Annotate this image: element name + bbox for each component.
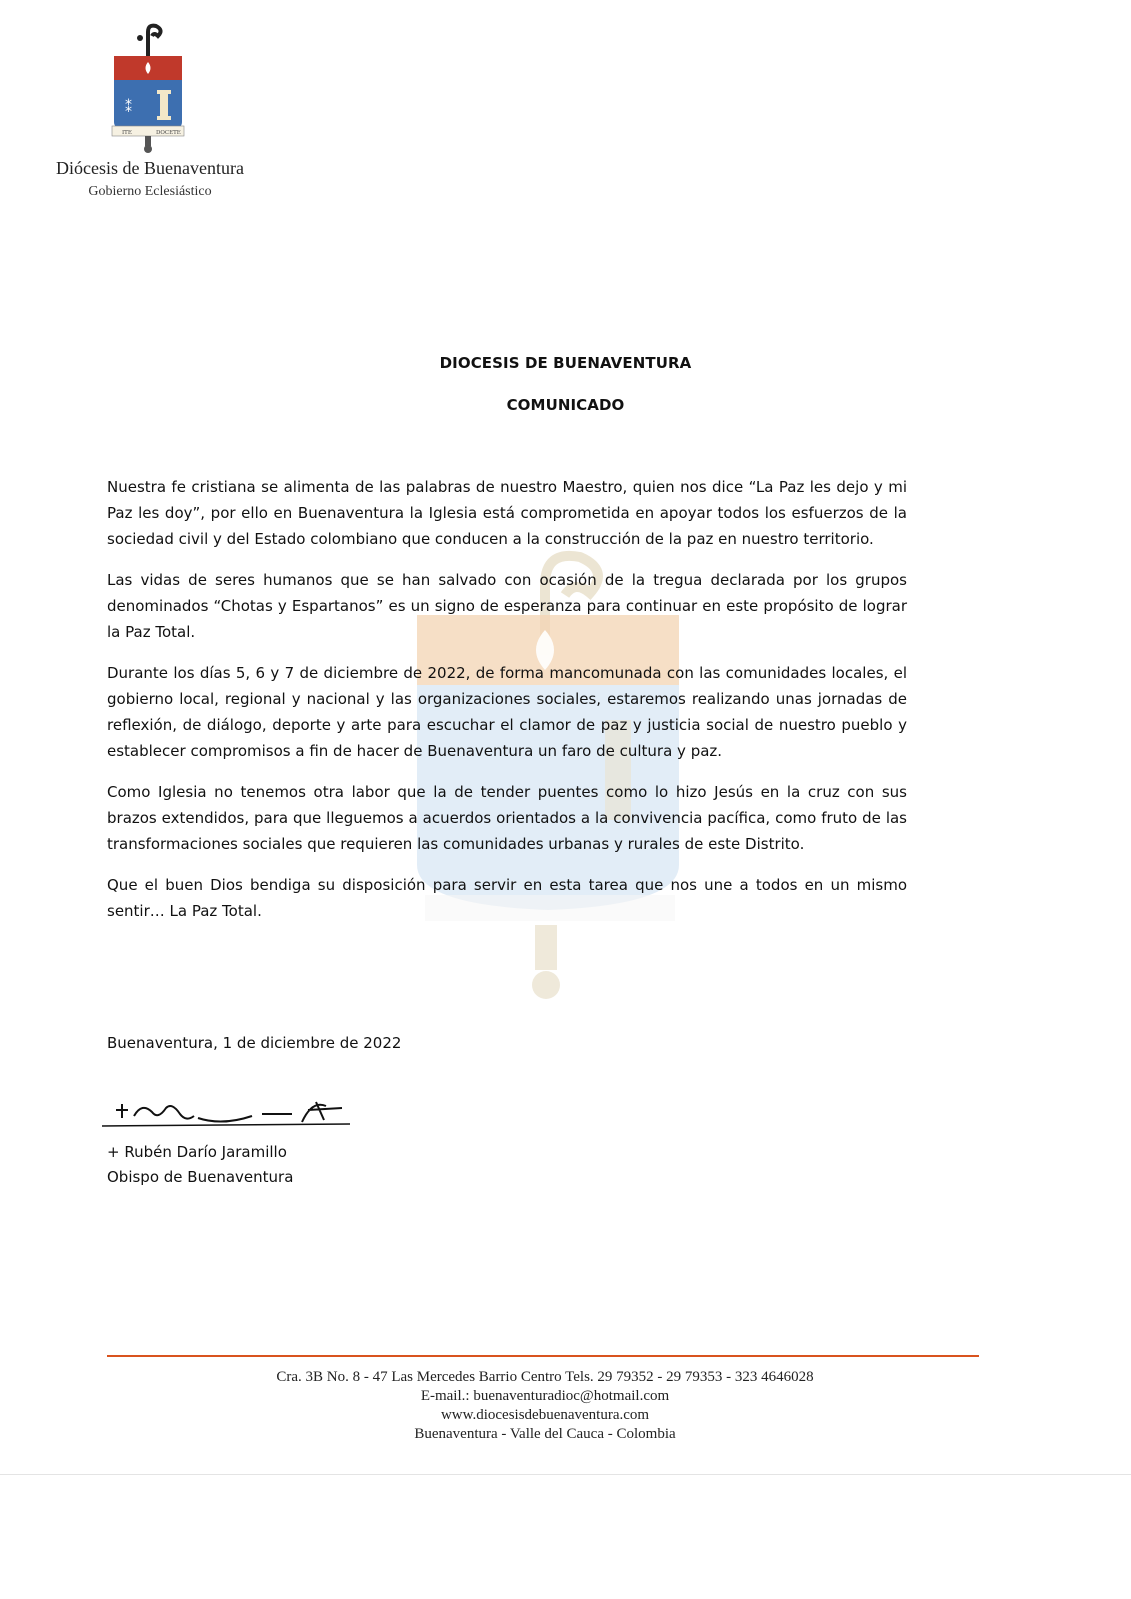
- org-name: Diócesis de Buenaventura: [56, 158, 244, 178]
- footer-website: www.diocesisdebuenaventura.com: [440, 1407, 650, 1423]
- signer-name: + Rubén Darío Jaramillo: [107, 1143, 287, 1161]
- handwritten-signature: [102, 1096, 352, 1136]
- footer-location: Buenaventura - Valle del Cauca - Colombia: [414, 1426, 676, 1442]
- org-subtitle: Gobierno Eclesiástico: [88, 184, 212, 199]
- diocese-crest-logo: [110, 22, 186, 154]
- letter-date: Buenaventura, 1 de diciembre de 2022: [107, 1034, 402, 1052]
- crest-motto-right: DOCETE: [156, 130, 181, 136]
- signer-block: [107, 1140, 293, 1190]
- paragraph: Nuestra fe cristiana se alimenta de las palabras de nuestro Maestro, quien nos dice “La Paz les dejo y mi Paz les doy”, por ello en Buenaventura la Iglesia está comprometida en apoyar todos los esfuerzos de la sociedad civil y del Estado colombiano que conducen a la construcción de la paz en nuestro territorio.: [107, 478, 907, 548]
- paragraph: Como Iglesia no tenemos otra labor que la de tender puentes como lo hizo Jesús en la cruz con sus brazos extendidos, para que lleguemos a acuerdos orientados a la convivencia pacífica, como fruto de las transformaciones sociales que requieren las comunidades urbanas y rurales de este Distrito.: [107, 783, 907, 853]
- paragraph: Durante los días 5, 6 y 7 de diciembre de 2022, de forma mancomunada con las comunidades locales, el gobierno local, regional y nacional y las organizaciones sociales, estaremos realizando unas jornadas de reflexión, de diálogo, deporte y arte para escuchar el clamor de paz y justicia social de nuestro pueblo y establecer compromisos a fin de hacer de Buenaventura un faro de cultura y paz.: [107, 664, 907, 760]
- footer-address: Cra. 3B No. 8 - 47 Las Mercedes Barrio Centro Tels. 29 79352 - 29 79353 - 323 4646028: [276, 1369, 814, 1385]
- crest-motto-left: ITE: [122, 130, 132, 136]
- svg-text:⁑: ⁑: [125, 100, 132, 116]
- footer-email: E-mail.: buenaventuradioc@hotmail.com: [420, 1388, 670, 1404]
- paragraph: Las vidas de seres humanos que se han salvado con ocasión de la tregua declarada por los grupos denominados “Chotas y Espartanos” es un signo de esperanza para continuar en este propósito de lograr la Paz Total.: [107, 571, 907, 641]
- footer-contact: [130, 1368, 960, 1444]
- paragraph: Que el buen Dios bendiga su disposición para servir en esta tarea que nos une a todos en un mismo sentir… La Paz Total.: [107, 876, 907, 920]
- signer-title: Obispo de Buenaventura: [107, 1168, 294, 1186]
- document-title: DIOCESIS DE BUENAVENTURA: [439, 354, 692, 372]
- document-subtitle: COMUNICADO: [506, 396, 625, 414]
- page-bottom-rule: [0, 1474, 1131, 1475]
- letter-body: [107, 474, 907, 939]
- footer-divider: [107, 1355, 979, 1357]
